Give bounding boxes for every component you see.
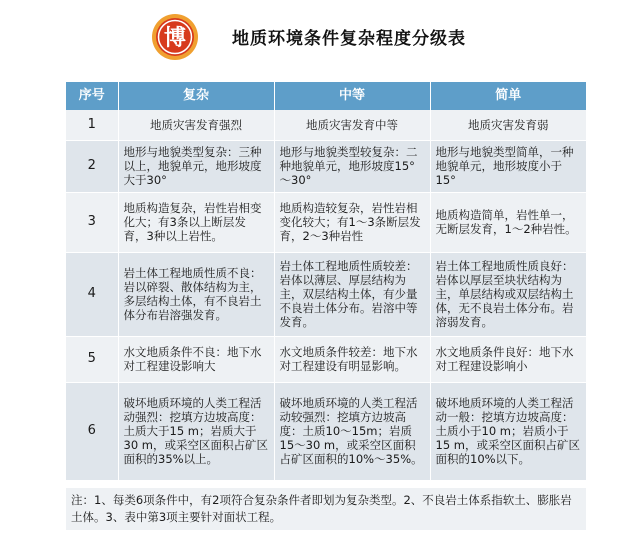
header [0,0,640,80]
table-row [66,336,586,382]
classification-table [66,82,586,481]
header-cell-complex: 复杂 [118,82,274,110]
cell-number: 2 [66,140,118,192]
table-row [66,140,586,192]
cell-number: 6 [66,382,118,480]
cell-medium: 地形与地貌类型较复杂：二种地貌单元，地形坡度15°～30° [274,140,430,192]
cell-complex: 破坏地质环境的人类工程活动强烈：挖填方边坡高度：土质大于15 m；岩质大于30 m，或采空区面积占矿区面积的35%以上。 [118,382,274,480]
cell-simple: 地质灾害发育弱 [430,110,586,140]
cell-simple: 破坏地质环境的人类工程活动一般：挖填方边坡高度：土质小于10 m；岩质小于15 m，或采空区面积占矿区面积的10%以下。 [430,382,586,480]
table-row [66,110,586,140]
table-row [66,252,586,336]
cell-complex: 岩土体工程地质性质不良：岩以碎裂、散体结构为主，多层结构土体，有不良岩土体分布岩溶强发育。 [118,252,274,336]
cell-number: 1 [66,110,118,140]
table-row [66,192,586,252]
cell-number: 4 [66,252,118,336]
cell-medium: 水文地质条件较差：地下水对工程建设有明显影响。 [274,336,430,382]
cell-simple: 地形与地貌类型简单，一种地貌单元，地形坡度小于15° [430,140,586,192]
cell-complex: 水文地质条件不良：地下水对工程建设影响大 [118,336,274,382]
cell-medium: 岩土体工程地质性质较差：岩体以薄层、厚层结构为主，双层结构土体，有少量不良岩土体分布。岩溶中等发育。 [274,252,430,336]
cell-simple: 地质构造简单，岩性单一，无断层发育，1～2种岩性。 [430,192,586,252]
logo-seal-icon [150,12,200,62]
header-cell-number: 序号 [66,82,118,110]
header-cell-simple: 简单 [430,82,586,110]
cell-medium: 地质灾害发育中等 [274,110,430,140]
table-footnote: 注：1、每类6项条件中，有2项符合复杂条件者即划为复杂类型。2、不良岩土体系指软土、膨胀岩土体。3、表中第3项主要针对面状工程。 [66,488,586,530]
cell-medium: 破坏地质环境的人类工程活动较强烈：挖填方边坡高度：土质10～15m；岩质15～30 m，或采空区面积占矿区面积的10%～35%。 [274,382,430,480]
cell-medium: 地质构造较复杂，岩性岩相变化较大；有1～3条断层发育，2～3种岩性 [274,192,430,252]
cell-simple: 岩土体工程地质性质良好：岩体以厚层至块状结构为主，单层结构或双层结构土体，无不良岩土体分布。岩溶弱发育。 [430,252,586,336]
page-title: 地质环境条件复杂程度分级表 [232,29,466,49]
cell-number: 5 [66,336,118,382]
cell-number: 3 [66,192,118,252]
cell-complex: 地形与地貌类型复杂：三种以上，地貌单元，地形坡度大于30° [118,140,274,192]
cell-complex: 地质构造复杂，岩性岩相变化大；有3条以上断层发育，3种以上岩性。 [118,192,274,252]
header-cell-medium: 中等 [274,82,430,110]
table-header-row [66,82,586,110]
cell-complex: 地质灾害发育强烈 [118,110,274,140]
table-row [66,382,586,480]
svg-text:博: 博 [163,26,187,51]
cell-simple: 水文地质条件良好：地下水对工程建设影响小 [430,336,586,382]
